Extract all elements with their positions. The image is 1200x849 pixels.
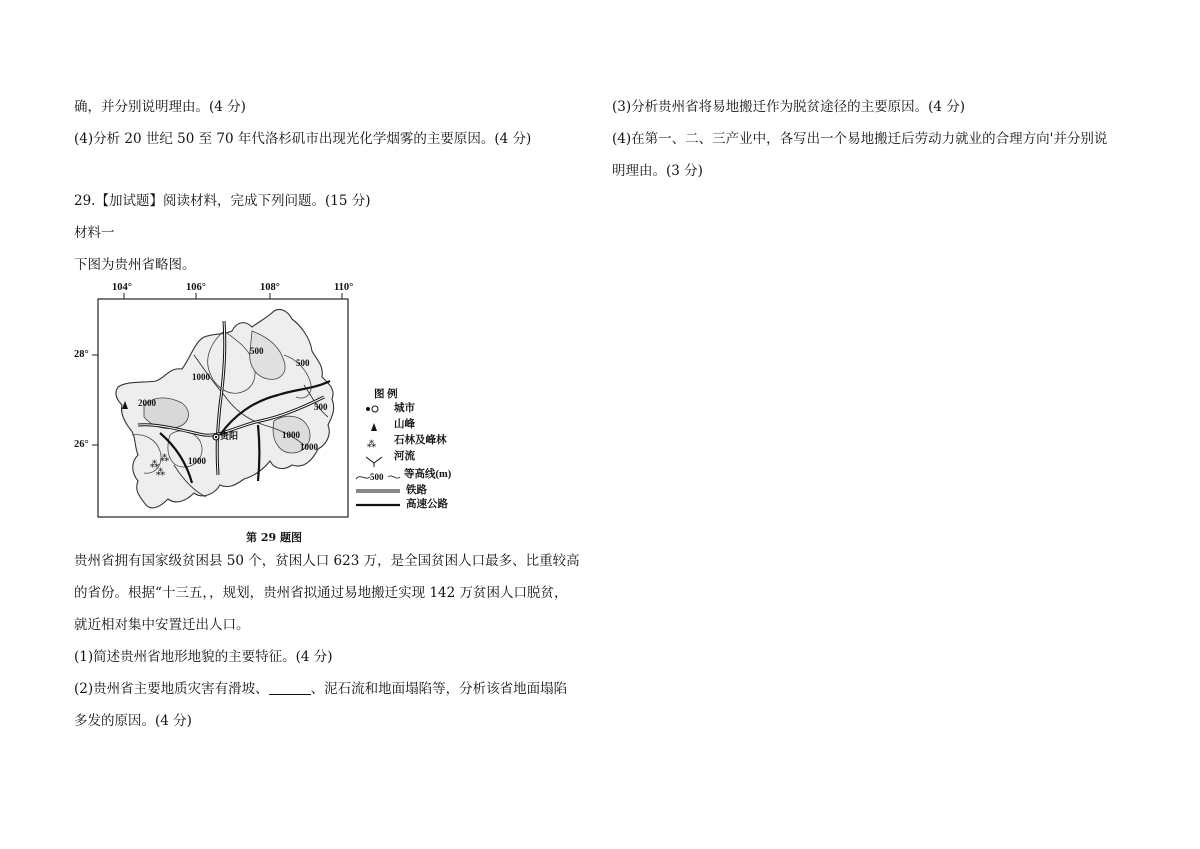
legend-item-stone-forest: 石林及峰林 bbox=[394, 435, 447, 446]
legend-title: 图 例 bbox=[374, 389, 398, 400]
contour-label: 500 bbox=[314, 402, 328, 412]
question-3: (3)分析贵州省将易地搬迁作为脱贫途径的主要原因。(4 分) bbox=[612, 99, 966, 115]
latitude-label: 28° bbox=[74, 349, 89, 360]
longitude-label: 110° bbox=[334, 282, 354, 293]
contour-label: 500 bbox=[250, 346, 264, 356]
guizhou-map-figure bbox=[74, 282, 474, 545]
city-label: 贵阳 bbox=[220, 431, 239, 441]
legend-item-river: 河流 bbox=[394, 451, 415, 462]
legend-contour-sample: 500 bbox=[370, 472, 384, 482]
question-4: (4)在第一、二、三产业中，各写出一个易地搬迁后劳动力就业的合理方向'并分别说 bbox=[612, 131, 1108, 147]
longitude-label: 104° bbox=[112, 282, 132, 293]
question-2-continued: 多发的原因。(4 分) bbox=[74, 713, 192, 729]
svg-text:⁂: ⁂ bbox=[156, 468, 165, 478]
legend-item-railway: 铁路 bbox=[406, 485, 427, 496]
question-29-header: 29.【加试题】阅读材料，完成下列问题。(15 分) bbox=[74, 193, 371, 209]
question-4-continued: 明理由。(3 分) bbox=[612, 163, 703, 179]
paragraph-line: 的省份。根据“十三五，，规划，贵州省拟通过易地搬迁实现 142 万贫困人口脱贫， bbox=[74, 585, 568, 601]
longitude-label: 108° bbox=[260, 282, 280, 293]
legend-item-highway: 高速公路 bbox=[406, 499, 448, 510]
legend-item-contour: 等高线(m) bbox=[404, 469, 452, 480]
contour-label: 1000 bbox=[192, 372, 210, 382]
question-continuation: 确，并分别说明理由。(4 分) bbox=[74, 99, 246, 115]
contour-label: 1000 bbox=[282, 430, 300, 440]
question-2-part1: (2)贵州省主要地质灾害有滑坡、 bbox=[74, 681, 269, 697]
fill-blank bbox=[269, 682, 311, 695]
svg-text:⁂: ⁂ bbox=[367, 440, 376, 450]
legend-item-peak: 山峰 bbox=[394, 419, 415, 430]
svg-text:⁂: ⁂ bbox=[160, 454, 169, 464]
latitude-label: 26° bbox=[74, 439, 89, 450]
contour-label: 1000 bbox=[300, 442, 318, 452]
question-2-part2: 、泥石流和地面塌陷等，分析该省地面塌陷 bbox=[310, 681, 568, 697]
question-1: (1)简述贵州省地形地貌的主要特征。(4 分) bbox=[74, 649, 333, 665]
figure-caption: 第 29 题图 bbox=[246, 531, 302, 544]
map-intro: 下图为贵州省略图。 bbox=[74, 257, 196, 273]
paragraph-line: 贵州省拥有国家级贫困县 50 个，贫困人口 623 万，是全国贫困人口最多、比重较高 bbox=[74, 553, 580, 569]
paragraph-line: 就近相对集中安置迁出人口。 bbox=[74, 617, 250, 633]
svg-text:⁂: ⁂ bbox=[150, 460, 159, 470]
question-4-left: (4)分析 20 世纪 50 至 70 年代洛杉矶市出现光化学烟雾的主要原因。(4 分) bbox=[74, 131, 532, 147]
question-2 bbox=[74, 680, 567, 698]
material-label: 材料一 bbox=[74, 225, 115, 241]
contour-label: 2000 bbox=[138, 398, 156, 408]
contour-label: 1000 bbox=[188, 456, 206, 466]
contour-label: 500 bbox=[296, 358, 310, 368]
longitude-label: 106° bbox=[186, 282, 206, 293]
legend-item-city: 城市 bbox=[394, 403, 415, 414]
